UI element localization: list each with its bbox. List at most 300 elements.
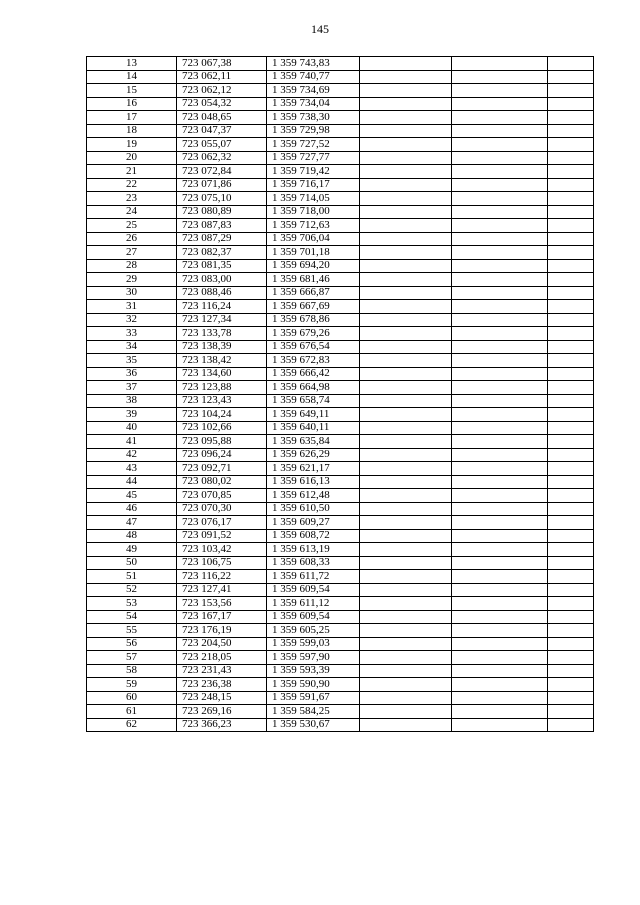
y-coordinate-cell: 1 359 681,46 bbox=[267, 273, 360, 287]
y-coordinate-cell: 1 359 706,04 bbox=[267, 232, 360, 246]
x-coordinate-cell: 723 236,38 bbox=[177, 678, 267, 692]
x-coordinate-cell: 723 127,34 bbox=[177, 313, 267, 327]
empty-cell bbox=[548, 435, 594, 449]
point-number-cell: 23 bbox=[87, 192, 177, 206]
empty-cell bbox=[452, 340, 548, 354]
empty-cell bbox=[548, 556, 594, 570]
y-coordinate-cell: 1 359 727,52 bbox=[267, 138, 360, 152]
point-number-cell: 15 bbox=[87, 84, 177, 98]
empty-cell bbox=[360, 57, 452, 71]
point-number-cell: 38 bbox=[87, 394, 177, 408]
empty-cell bbox=[548, 219, 594, 233]
table-row bbox=[87, 637, 594, 651]
y-coordinate-cell: 1 359 666,87 bbox=[267, 286, 360, 300]
y-coordinate-cell: 1 359 626,29 bbox=[267, 448, 360, 462]
y-coordinate-cell: 1 359 738,30 bbox=[267, 111, 360, 125]
x-coordinate-cell: 723 231,43 bbox=[177, 664, 267, 678]
empty-cell bbox=[360, 543, 452, 557]
y-coordinate-cell: 1 359 612,48 bbox=[267, 489, 360, 503]
empty-cell bbox=[360, 151, 452, 165]
table-row bbox=[87, 354, 594, 368]
table-row bbox=[87, 138, 594, 152]
empty-cell bbox=[548, 286, 594, 300]
x-coordinate-cell: 723 218,05 bbox=[177, 651, 267, 665]
y-coordinate-cell: 1 359 591,67 bbox=[267, 691, 360, 705]
empty-cell bbox=[452, 57, 548, 71]
empty-cell bbox=[360, 313, 452, 327]
empty-cell bbox=[360, 718, 452, 732]
x-coordinate-cell: 723 055,07 bbox=[177, 138, 267, 152]
empty-cell bbox=[548, 651, 594, 665]
empty-cell bbox=[360, 178, 452, 192]
y-coordinate-cell: 1 359 608,33 bbox=[267, 556, 360, 570]
empty-cell bbox=[452, 178, 548, 192]
empty-cell bbox=[452, 354, 548, 368]
empty-cell bbox=[360, 327, 452, 341]
table-row bbox=[87, 124, 594, 138]
empty-cell bbox=[360, 475, 452, 489]
x-coordinate-cell: 723 082,37 bbox=[177, 246, 267, 260]
empty-cell bbox=[452, 678, 548, 692]
empty-cell bbox=[360, 111, 452, 125]
empty-cell bbox=[360, 502, 452, 516]
x-coordinate-cell: 723 092,71 bbox=[177, 462, 267, 476]
table-row bbox=[87, 691, 594, 705]
y-coordinate-cell: 1 359 743,83 bbox=[267, 57, 360, 71]
y-coordinate-cell: 1 359 613,19 bbox=[267, 543, 360, 557]
empty-cell bbox=[360, 556, 452, 570]
empty-cell bbox=[548, 570, 594, 584]
empty-cell bbox=[548, 124, 594, 138]
empty-cell bbox=[452, 610, 548, 624]
x-coordinate-cell: 723 269,16 bbox=[177, 705, 267, 719]
point-number-cell: 34 bbox=[87, 340, 177, 354]
empty-cell bbox=[548, 111, 594, 125]
empty-cell bbox=[452, 705, 548, 719]
empty-cell bbox=[360, 435, 452, 449]
y-coordinate-cell: 1 359 729,98 bbox=[267, 124, 360, 138]
empty-cell bbox=[548, 529, 594, 543]
y-coordinate-cell: 1 359 666,42 bbox=[267, 367, 360, 381]
empty-cell bbox=[360, 354, 452, 368]
empty-cell bbox=[360, 192, 452, 206]
x-coordinate-cell: 723 127,41 bbox=[177, 583, 267, 597]
empty-cell bbox=[452, 529, 548, 543]
empty-cell bbox=[452, 111, 548, 125]
x-coordinate-cell: 723 080,89 bbox=[177, 205, 267, 219]
empty-cell bbox=[360, 246, 452, 260]
x-coordinate-cell: 723 088,46 bbox=[177, 286, 267, 300]
y-coordinate-cell: 1 359 712,63 bbox=[267, 219, 360, 233]
empty-cell bbox=[360, 637, 452, 651]
table-row bbox=[87, 448, 594, 462]
empty-cell bbox=[360, 516, 452, 530]
empty-cell bbox=[452, 138, 548, 152]
point-number-cell: 55 bbox=[87, 624, 177, 638]
empty-cell bbox=[548, 57, 594, 71]
empty-cell bbox=[452, 286, 548, 300]
empty-cell bbox=[548, 205, 594, 219]
table-row bbox=[87, 381, 594, 395]
y-coordinate-cell: 1 359 719,42 bbox=[267, 165, 360, 179]
table-row bbox=[87, 529, 594, 543]
point-number-cell: 41 bbox=[87, 435, 177, 449]
empty-cell bbox=[548, 313, 594, 327]
table-row bbox=[87, 408, 594, 422]
y-coordinate-cell: 1 359 609,54 bbox=[267, 610, 360, 624]
table-row bbox=[87, 597, 594, 611]
empty-cell bbox=[452, 462, 548, 476]
y-coordinate-cell: 1 359 590,90 bbox=[267, 678, 360, 692]
empty-cell bbox=[548, 340, 594, 354]
x-coordinate-cell: 723 087,83 bbox=[177, 219, 267, 233]
point-number-cell: 50 bbox=[87, 556, 177, 570]
empty-cell bbox=[452, 205, 548, 219]
point-number-cell: 13 bbox=[87, 57, 177, 71]
x-coordinate-cell: 723 080,02 bbox=[177, 475, 267, 489]
y-coordinate-cell: 1 359 616,13 bbox=[267, 475, 360, 489]
y-coordinate-cell: 1 359 584,25 bbox=[267, 705, 360, 719]
point-number-cell: 27 bbox=[87, 246, 177, 260]
x-coordinate-cell: 723 102,66 bbox=[177, 421, 267, 435]
y-coordinate-cell: 1 359 678,86 bbox=[267, 313, 360, 327]
empty-cell bbox=[548, 610, 594, 624]
page-number: 145 bbox=[311, 22, 329, 36]
x-coordinate-cell: 723 067,38 bbox=[177, 57, 267, 71]
y-coordinate-cell: 1 359 640,11 bbox=[267, 421, 360, 435]
point-number-cell: 20 bbox=[87, 151, 177, 165]
x-coordinate-cell: 723 103,42 bbox=[177, 543, 267, 557]
x-coordinate-cell: 723 095,88 bbox=[177, 435, 267, 449]
empty-cell bbox=[452, 664, 548, 678]
table-row bbox=[87, 421, 594, 435]
empty-cell bbox=[452, 381, 548, 395]
empty-cell bbox=[360, 273, 452, 287]
point-number-cell: 54 bbox=[87, 610, 177, 624]
table-row bbox=[87, 300, 594, 314]
y-coordinate-cell: 1 359 714,05 bbox=[267, 192, 360, 206]
empty-cell bbox=[360, 286, 452, 300]
point-number-cell: 31 bbox=[87, 300, 177, 314]
y-coordinate-cell: 1 359 530,67 bbox=[267, 718, 360, 732]
table-row bbox=[87, 327, 594, 341]
table-row bbox=[87, 84, 594, 98]
table-row bbox=[87, 583, 594, 597]
empty-cell bbox=[360, 219, 452, 233]
empty-cell bbox=[360, 84, 452, 98]
x-coordinate-cell: 723 091,52 bbox=[177, 529, 267, 543]
y-coordinate-cell: 1 359 611,72 bbox=[267, 570, 360, 584]
point-number-cell: 44 bbox=[87, 475, 177, 489]
table-row bbox=[87, 556, 594, 570]
point-number-cell: 29 bbox=[87, 273, 177, 287]
empty-cell bbox=[452, 232, 548, 246]
x-coordinate-cell: 723 048,65 bbox=[177, 111, 267, 125]
empty-cell bbox=[548, 421, 594, 435]
empty-cell bbox=[452, 624, 548, 638]
empty-cell bbox=[360, 651, 452, 665]
x-coordinate-cell: 723 138,42 bbox=[177, 354, 267, 368]
x-coordinate-cell: 723 062,32 bbox=[177, 151, 267, 165]
y-coordinate-cell: 1 359 664,98 bbox=[267, 381, 360, 395]
point-number-cell: 57 bbox=[87, 651, 177, 665]
empty-cell bbox=[452, 151, 548, 165]
empty-cell bbox=[452, 70, 548, 84]
empty-cell bbox=[548, 691, 594, 705]
table-row bbox=[87, 273, 594, 287]
empty-cell bbox=[452, 367, 548, 381]
empty-cell bbox=[548, 597, 594, 611]
empty-cell bbox=[548, 367, 594, 381]
table-row bbox=[87, 219, 594, 233]
x-coordinate-cell: 723 133,78 bbox=[177, 327, 267, 341]
empty-cell bbox=[360, 70, 452, 84]
point-number-cell: 26 bbox=[87, 232, 177, 246]
point-number-cell: 30 bbox=[87, 286, 177, 300]
point-number-cell: 59 bbox=[87, 678, 177, 692]
y-coordinate-cell: 1 359 593,39 bbox=[267, 664, 360, 678]
empty-cell bbox=[452, 475, 548, 489]
empty-cell bbox=[360, 300, 452, 314]
empty-cell bbox=[360, 138, 452, 152]
empty-cell bbox=[548, 259, 594, 273]
table-row bbox=[87, 286, 594, 300]
table-row bbox=[87, 178, 594, 192]
empty-cell bbox=[452, 435, 548, 449]
point-number-cell: 46 bbox=[87, 502, 177, 516]
x-coordinate-cell: 723 138,39 bbox=[177, 340, 267, 354]
x-coordinate-cell: 723 106,75 bbox=[177, 556, 267, 570]
empty-cell bbox=[452, 543, 548, 557]
empty-cell bbox=[548, 178, 594, 192]
empty-cell bbox=[548, 246, 594, 260]
table-row bbox=[87, 151, 594, 165]
point-number-cell: 53 bbox=[87, 597, 177, 611]
point-number-cell: 56 bbox=[87, 637, 177, 651]
empty-cell bbox=[452, 516, 548, 530]
y-coordinate-cell: 1 359 610,50 bbox=[267, 502, 360, 516]
point-number-cell: 39 bbox=[87, 408, 177, 422]
x-coordinate-cell: 723 071,86 bbox=[177, 178, 267, 192]
empty-cell bbox=[360, 448, 452, 462]
y-coordinate-cell: 1 359 599,03 bbox=[267, 637, 360, 651]
empty-cell bbox=[548, 232, 594, 246]
table-row bbox=[87, 340, 594, 354]
x-coordinate-cell: 723 062,12 bbox=[177, 84, 267, 98]
empty-cell bbox=[360, 462, 452, 476]
y-coordinate-cell: 1 359 609,54 bbox=[267, 583, 360, 597]
point-number-cell: 25 bbox=[87, 219, 177, 233]
y-coordinate-cell: 1 359 621,17 bbox=[267, 462, 360, 476]
empty-cell bbox=[360, 232, 452, 246]
table-row bbox=[87, 259, 594, 273]
coordinates-table bbox=[86, 56, 594, 732]
y-coordinate-cell: 1 359 718,00 bbox=[267, 205, 360, 219]
empty-cell bbox=[548, 502, 594, 516]
x-coordinate-cell: 723 134,60 bbox=[177, 367, 267, 381]
point-number-cell: 19 bbox=[87, 138, 177, 152]
empty-cell bbox=[548, 273, 594, 287]
coordinates-table-body bbox=[87, 57, 594, 732]
y-coordinate-cell: 1 359 727,77 bbox=[267, 151, 360, 165]
x-coordinate-cell: 723 123,88 bbox=[177, 381, 267, 395]
y-coordinate-cell: 1 359 611,12 bbox=[267, 597, 360, 611]
x-coordinate-cell: 723 204,50 bbox=[177, 637, 267, 651]
empty-cell bbox=[548, 381, 594, 395]
empty-cell bbox=[360, 205, 452, 219]
table-row bbox=[87, 192, 594, 206]
empty-cell bbox=[360, 570, 452, 584]
x-coordinate-cell: 723 062,11 bbox=[177, 70, 267, 84]
y-coordinate-cell: 1 359 734,04 bbox=[267, 97, 360, 111]
empty-cell bbox=[548, 705, 594, 719]
empty-cell bbox=[360, 529, 452, 543]
point-number-cell: 37 bbox=[87, 381, 177, 395]
empty-cell bbox=[360, 408, 452, 422]
empty-cell bbox=[548, 408, 594, 422]
empty-cell bbox=[548, 354, 594, 368]
empty-cell bbox=[452, 259, 548, 273]
empty-cell bbox=[360, 165, 452, 179]
point-number-cell: 51 bbox=[87, 570, 177, 584]
point-number-cell: 48 bbox=[87, 529, 177, 543]
point-number-cell: 18 bbox=[87, 124, 177, 138]
point-number-cell: 17 bbox=[87, 111, 177, 125]
empty-cell bbox=[452, 691, 548, 705]
table-row bbox=[87, 246, 594, 260]
point-number-cell: 14 bbox=[87, 70, 177, 84]
x-coordinate-cell: 723 047,37 bbox=[177, 124, 267, 138]
y-coordinate-cell: 1 359 734,69 bbox=[267, 84, 360, 98]
empty-cell bbox=[548, 718, 594, 732]
empty-cell bbox=[360, 259, 452, 273]
empty-cell bbox=[548, 84, 594, 98]
empty-cell bbox=[548, 543, 594, 557]
point-number-cell: 52 bbox=[87, 583, 177, 597]
empty-cell bbox=[548, 462, 594, 476]
empty-cell bbox=[360, 421, 452, 435]
x-coordinate-cell: 723 096,24 bbox=[177, 448, 267, 462]
table-row bbox=[87, 70, 594, 84]
point-number-cell: 43 bbox=[87, 462, 177, 476]
point-number-cell: 24 bbox=[87, 205, 177, 219]
x-coordinate-cell: 723 087,29 bbox=[177, 232, 267, 246]
table-row bbox=[87, 367, 594, 381]
y-coordinate-cell: 1 359 694,20 bbox=[267, 259, 360, 273]
point-number-cell: 61 bbox=[87, 705, 177, 719]
empty-cell bbox=[360, 664, 452, 678]
empty-cell bbox=[452, 327, 548, 341]
table-row bbox=[87, 313, 594, 327]
y-coordinate-cell: 1 359 635,84 bbox=[267, 435, 360, 449]
empty-cell bbox=[360, 678, 452, 692]
empty-cell bbox=[360, 597, 452, 611]
x-coordinate-cell: 723 153,56 bbox=[177, 597, 267, 611]
empty-cell bbox=[452, 219, 548, 233]
table-row bbox=[87, 543, 594, 557]
table-row bbox=[87, 394, 594, 408]
empty-cell bbox=[452, 84, 548, 98]
empty-cell bbox=[548, 664, 594, 678]
point-number-cell: 32 bbox=[87, 313, 177, 327]
empty-cell bbox=[360, 381, 452, 395]
table-row bbox=[87, 705, 594, 719]
empty-cell bbox=[548, 394, 594, 408]
x-coordinate-cell: 723 083,00 bbox=[177, 273, 267, 287]
table-row bbox=[87, 435, 594, 449]
empty-cell bbox=[548, 70, 594, 84]
point-number-cell: 22 bbox=[87, 178, 177, 192]
table-row bbox=[87, 718, 594, 732]
empty-cell bbox=[548, 475, 594, 489]
y-coordinate-cell: 1 359 740,77 bbox=[267, 70, 360, 84]
y-coordinate-cell: 1 359 676,54 bbox=[267, 340, 360, 354]
table-row bbox=[87, 678, 594, 692]
empty-cell bbox=[452, 246, 548, 260]
x-coordinate-cell: 723 075,10 bbox=[177, 192, 267, 206]
empty-cell bbox=[452, 408, 548, 422]
table-row bbox=[87, 111, 594, 125]
point-number-cell: 49 bbox=[87, 543, 177, 557]
y-coordinate-cell: 1 359 605,25 bbox=[267, 624, 360, 638]
empty-cell bbox=[548, 583, 594, 597]
table-row bbox=[87, 570, 594, 584]
y-coordinate-cell: 1 359 597,90 bbox=[267, 651, 360, 665]
x-coordinate-cell: 723 054,32 bbox=[177, 97, 267, 111]
x-coordinate-cell: 723 070,30 bbox=[177, 502, 267, 516]
empty-cell bbox=[452, 394, 548, 408]
empty-cell bbox=[360, 489, 452, 503]
x-coordinate-cell: 723 123,43 bbox=[177, 394, 267, 408]
x-coordinate-cell: 723 116,24 bbox=[177, 300, 267, 314]
empty-cell bbox=[548, 165, 594, 179]
empty-cell bbox=[360, 624, 452, 638]
empty-cell bbox=[452, 421, 548, 435]
y-coordinate-cell: 1 359 658,74 bbox=[267, 394, 360, 408]
x-coordinate-cell: 723 176,19 bbox=[177, 624, 267, 638]
empty-cell bbox=[452, 97, 548, 111]
empty-cell bbox=[360, 705, 452, 719]
point-number-cell: 47 bbox=[87, 516, 177, 530]
table-row bbox=[87, 97, 594, 111]
empty-cell bbox=[452, 192, 548, 206]
point-number-cell: 36 bbox=[87, 367, 177, 381]
y-coordinate-cell: 1 359 672,83 bbox=[267, 354, 360, 368]
empty-cell bbox=[360, 97, 452, 111]
empty-cell bbox=[360, 691, 452, 705]
y-coordinate-cell: 1 359 667,69 bbox=[267, 300, 360, 314]
table-row bbox=[87, 475, 594, 489]
table-row bbox=[87, 610, 594, 624]
table-row bbox=[87, 57, 594, 71]
table-row bbox=[87, 165, 594, 179]
empty-cell bbox=[360, 610, 452, 624]
empty-cell bbox=[452, 570, 548, 584]
empty-cell bbox=[360, 394, 452, 408]
empty-cell bbox=[548, 192, 594, 206]
empty-cell bbox=[548, 489, 594, 503]
x-coordinate-cell: 723 076,17 bbox=[177, 516, 267, 530]
empty-cell bbox=[452, 651, 548, 665]
empty-cell bbox=[548, 97, 594, 111]
point-number-cell: 60 bbox=[87, 691, 177, 705]
table-row bbox=[87, 489, 594, 503]
table-row bbox=[87, 205, 594, 219]
empty-cell bbox=[452, 165, 548, 179]
point-number-cell: 28 bbox=[87, 259, 177, 273]
empty-cell bbox=[452, 489, 548, 503]
empty-cell bbox=[452, 313, 548, 327]
